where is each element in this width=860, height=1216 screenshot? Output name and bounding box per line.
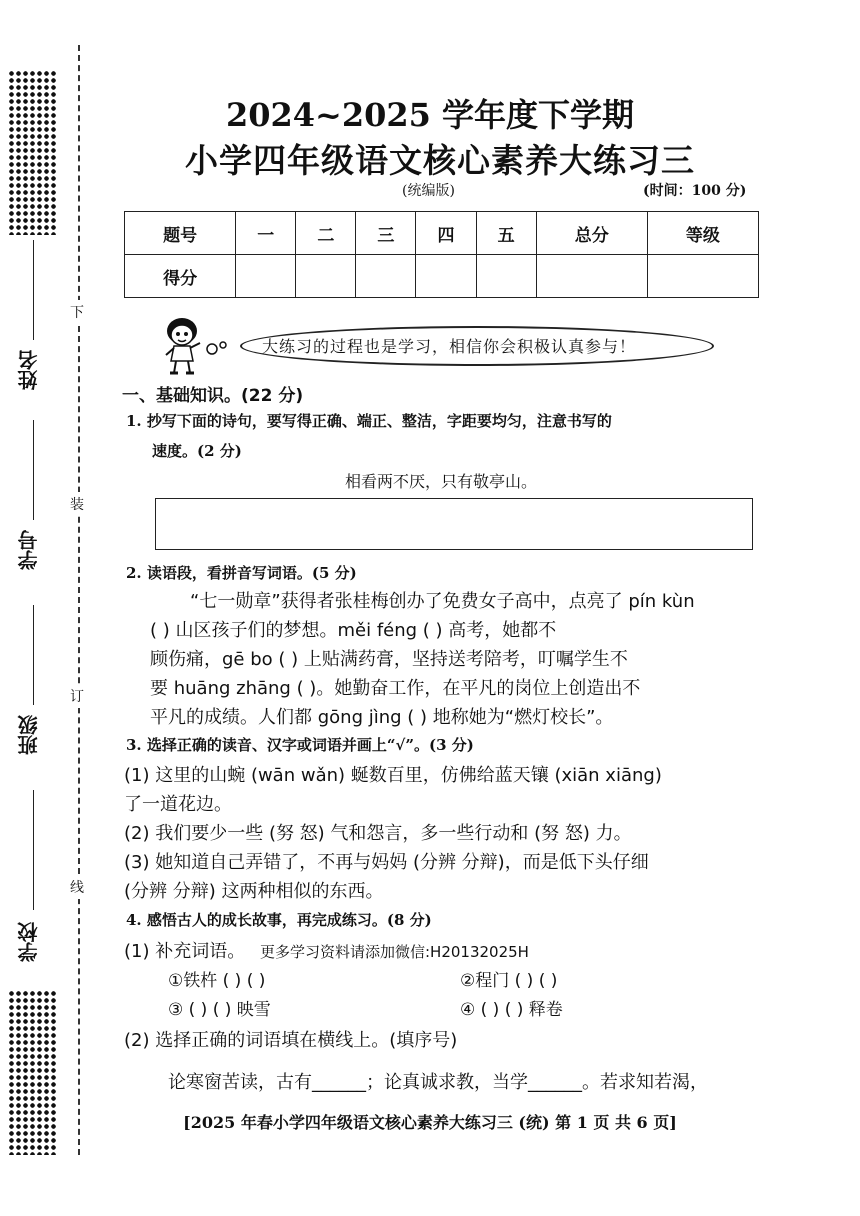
q2-line: ( ) 山区孩子们的梦想。měi féng ( ) 高考，她都不	[150, 620, 557, 641]
score-cell[interactable]	[296, 255, 356, 298]
page-footer: [2025 年春小学四年级语文核心素养大练习三 (统) 第 1 页 共 6 页]	[183, 1113, 677, 1132]
q2-line: 平凡的成绩。人们都 gōng jìng ( ) 地称她为“燃灯校长”。	[150, 707, 614, 728]
score-header-cell: 等级	[647, 212, 758, 255]
number-blank-line	[33, 420, 34, 520]
q4-sub1: (1) 补充词语。	[124, 941, 246, 962]
class-blank-line	[33, 605, 34, 705]
score-table-header-row	[125, 212, 759, 255]
score-header-cell: 总分	[536, 212, 647, 255]
score-table-score-row	[125, 255, 759, 298]
q2-title: 2. 读语段，看拼音写词语。(5 分)	[126, 564, 357, 582]
q4-word-3: ③ ( ) ( ) 映雪	[168, 1000, 271, 1020]
time-label: (时间：100 分)	[643, 183, 747, 199]
mascot-icon	[160, 315, 232, 377]
q4-fill-line: 论寒窗苦读，古有______；论真诚求教，当学______。若求知若渴，	[168, 1072, 708, 1093]
cut-line	[78, 45, 80, 1155]
q3-item: (分辨 分辩) 这两种相似的东西。	[124, 881, 384, 902]
score-header-cell: 三	[356, 212, 416, 255]
score-header-cell: 一	[236, 212, 296, 255]
q4-sub2: (2) 选择正确的词语填在横线上。(填序号)	[124, 1030, 458, 1051]
section1-heading: 一、基础知识。(22 分)	[122, 386, 304, 406]
score-row-label: 得分	[125, 255, 236, 298]
q4-note: 更多学习资料请添加微信:H20132025H	[260, 943, 529, 961]
score-cell[interactable]	[647, 255, 758, 298]
q4-word-2: ②程门 ( ) ( )	[460, 971, 558, 991]
bind-char-ding: 订	[70, 684, 84, 708]
q3-item: (3) 她知道自己弄错了，不再与妈妈 (分辨 分辩)，而是低下头仔细	[124, 852, 649, 873]
side-label-class: 班级	[17, 715, 41, 755]
name-blank-line	[33, 240, 34, 340]
q3-item: (2) 我们要少一些 (努 怒) 气和怨言，多一些行动和 (努 怒) 力。	[124, 823, 632, 844]
q1-poem: 相看两不厌，只有敬亭山。	[345, 472, 538, 491]
score-header-cell: 四	[416, 212, 476, 255]
q1-instruction-line2: 速度。(2 分)	[152, 442, 242, 460]
school-blank-line	[33, 790, 34, 910]
edition-label: (统编版)	[402, 183, 455, 199]
q3-title: 3. 选择正确的读音、汉字或词语并画上“√”。(3 分)	[126, 736, 474, 754]
q2-line: 顾伤痛，gē bo ( ) 上贴满药膏，坚持送考陪考，叮嘱学生不	[150, 649, 628, 670]
q2-line: 要 huāng zhāng ( )。她勤奋工作，在平凡的岗位上创造出不	[150, 678, 641, 699]
score-cell[interactable]	[236, 255, 296, 298]
q4-title: 4. 感悟古人的成长故事，再完成练习。(8 分)	[126, 911, 432, 929]
q1-instruction-line1: 1. 抄写下面的诗句，要写得正确、端正、整洁，字距要均匀，注意书写的	[126, 412, 612, 430]
score-cell[interactable]	[356, 255, 416, 298]
score-header-cell: 题号	[125, 212, 236, 255]
exam-title-line1: 2024~2025 学年度下学期	[225, 96, 635, 134]
q2-line: “七一勋章”获得者张桂梅创办了免费女子高中，点亮了 pín kùn	[190, 591, 695, 612]
side-label-school: 学校	[17, 922, 41, 962]
bind-char-zhuang: 装	[70, 492, 84, 516]
score-header-cell: 二	[296, 212, 356, 255]
binding-strip	[0, 60, 95, 1160]
score-cell[interactable]	[536, 255, 647, 298]
side-label-name: 姓名	[17, 350, 41, 390]
bind-char-xian: 线	[70, 875, 84, 899]
score-cell[interactable]	[416, 255, 476, 298]
bind-char-xia: 下	[70, 300, 84, 324]
speech-bubble-text: 大练习的过程也是学习，相信你会积极认真参与！	[262, 337, 637, 356]
exam-title-line2: 小学四年级语文核心素养大练习三	[185, 141, 695, 180]
q3-item: 了一道花边。	[124, 794, 232, 815]
q1-copy-box[interactable]	[155, 498, 753, 550]
q3-item: (1) 这里的山蜿 (wān wǎn) 蜒数百里，仿佛给蓝天镶 (xiān xiāng)	[124, 765, 662, 786]
score-cell[interactable]	[476, 255, 536, 298]
score-table	[124, 211, 759, 298]
side-label-number: 学号	[17, 530, 41, 570]
score-header-cell: 五	[476, 212, 536, 255]
q4-word-1: ①铁杵 ( ) ( )	[168, 971, 266, 991]
q4-word-4: ④ ( ) ( ) 释卷	[460, 1000, 563, 1020]
